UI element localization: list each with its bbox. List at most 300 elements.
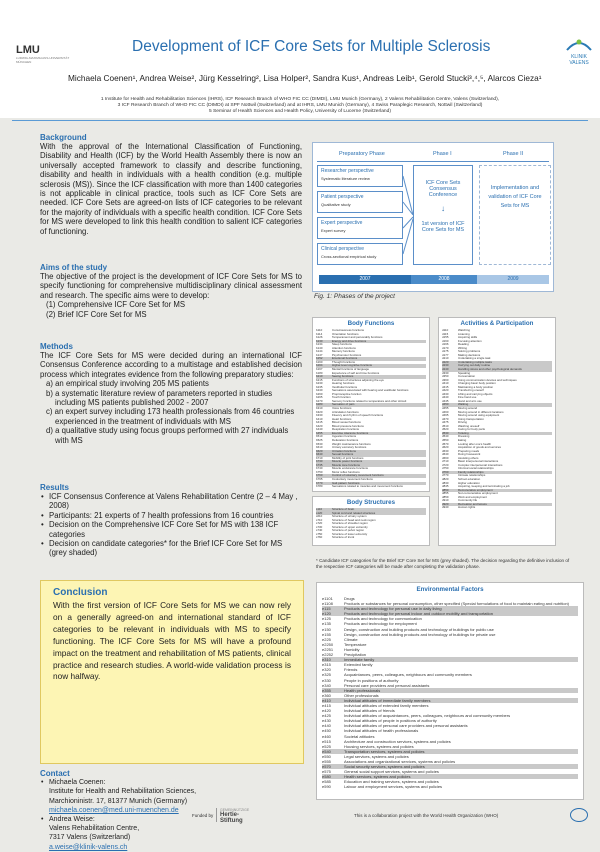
icf-category: Listening (458, 331, 470, 336)
icf-category: Changing basic body position (458, 381, 496, 386)
down-arrow-icon: ↓ (441, 204, 445, 213)
icf-code: d750 (442, 466, 449, 471)
icf-category: Sexual functions (332, 452, 354, 457)
phase1-label: Phase I (433, 151, 452, 157)
icf-category: Vestibular functions (332, 384, 358, 389)
background-heading: Background (40, 133, 87, 142)
list-item: (1) Comprehensive ICF Core Set for MS (46, 300, 186, 310)
icf-code: e135 (322, 621, 331, 627)
icf-category: Temperament and personality functions (332, 335, 383, 340)
icf-category: Informal social relationships (458, 466, 494, 471)
icf-code: b410 (316, 416, 323, 421)
icf-code: e155 (322, 631, 331, 637)
icf-code: d570 (442, 441, 449, 446)
icf-code: b180 (316, 370, 323, 375)
icf-code: b147 (316, 352, 323, 357)
email-link[interactable]: a.weise@klinik-valens.ch (49, 843, 128, 851)
poster-title: Development of ICF Core Sets for Multiple Sclerosis (132, 38, 491, 55)
year-2008: 2008 (411, 275, 477, 284)
icf-category: Driving (458, 420, 467, 425)
icf-category: Other professionals (344, 692, 379, 698)
methods-heading: Methods (40, 342, 73, 351)
icf-category: Looking after one's health (458, 441, 492, 446)
icf-code: b730 (316, 459, 323, 464)
icf-category: Structure of lower extremity (332, 531, 368, 536)
icf-code: d360 (442, 377, 449, 382)
icf-code: e310 (322, 657, 331, 663)
icf-code: d770 (442, 473, 449, 478)
icf-code: d220 (442, 359, 449, 364)
contact-section (40, 769, 302, 852)
icf-code: d855 (442, 491, 449, 496)
conclusion-text: With the first version of ICF Core Sets for MS we can now rely on a generally agreed-on and international standard of ICF categories to be relevant in individuals with MS to specify functioning. The ICF Core Sets for MS will have a profound impact on the treatment and rehabilitation of MS patients, clinical practice and research studies. A world-wide validation process is now halfway. (53, 600, 291, 682)
icf-category: Design, construction and building products and technology of buildings for public use (344, 626, 494, 632)
icf-category: Voice functions (332, 406, 352, 411)
icf-code: e2252 (322, 652, 334, 658)
icf-code: s760 (316, 535, 323, 540)
icf-code: b750 (316, 469, 323, 474)
icf-category: Moving around using equipment (458, 413, 500, 418)
icf-code: d177 (442, 352, 449, 357)
icf-code: d550 (442, 437, 449, 442)
list-item: • ICF Consensus Conference at Valens Rehabilitation Centre (2 – 4 May , 2008) (40, 492, 302, 511)
icf-code: s740 (316, 528, 323, 533)
icf-category: Touch function (332, 395, 351, 400)
icf-code: e570 (322, 764, 331, 770)
icf-category: Drugs (344, 596, 355, 601)
icf-code: d660 (442, 455, 449, 460)
icf-code: b144 (316, 349, 323, 354)
phase-divider (317, 161, 549, 162)
table-row (316, 536, 426, 540)
icf-category: Dressing (458, 434, 470, 439)
icf-code: d170 (442, 345, 449, 350)
icf-category: Individual attitudes of health professionals (344, 728, 419, 734)
icf-category: Individual attitudes of extended family members (344, 702, 429, 708)
list-item: b) a systematic literature review of parameters reported in studies including MS patients published 2002 - 2007 (46, 388, 273, 408)
icf-category: Toileting (458, 430, 469, 435)
study-box: Researcher perspective Systematic literature review (317, 165, 403, 187)
icf-category: Basic interpersonal interactions (458, 459, 499, 464)
icf-category: Spinal cord and related structures (332, 510, 376, 515)
icf-code: d115 (442, 331, 449, 336)
aims-text: The objective of the project is the development of ICF Core Sets for MS to specify functioning for comprehensive multidisciplinary clinical assessment and research. The specific aims were to develop: (40, 272, 302, 300)
icf-code: b260 (316, 391, 323, 396)
icf-code: d430 (442, 391, 449, 396)
icf-category: Individual attitudes of people in positions of authority (344, 718, 437, 724)
implementation-label: Implementation and validation of ICF Core Sets for MS (488, 185, 542, 209)
icf-category: Defecation functions (332, 437, 359, 442)
icf-category: Intimate relationships (458, 473, 486, 478)
icf-code: b167 (316, 367, 323, 372)
study-box: Clinical perspective Cross-sectional empirical study (317, 243, 403, 265)
icf-category: Moving around in different locations (458, 409, 504, 414)
icf-category: Recreation and leisure (458, 501, 487, 506)
icf-category: Ingestion functions (332, 434, 357, 439)
icf-code: b280 (316, 402, 323, 407)
icf-category: Precipitation (344, 652, 367, 658)
funded-by-label: Funded by (192, 813, 214, 818)
icf-code: d415 (442, 384, 449, 389)
icf-code: b310 (316, 406, 323, 411)
icf-category: Humidity (344, 646, 360, 652)
icf-category: Social security services, systems and policies (344, 764, 425, 770)
icf-category: Muscle power functions (332, 459, 363, 464)
results-section (40, 483, 302, 558)
klinik-valens-icon (565, 36, 593, 52)
icf-code: s750 (316, 531, 323, 536)
icf-category: Muscle endurance functions (332, 466, 368, 471)
icf-code: e550 (322, 753, 331, 759)
icf-category: Weight maintenance functions (332, 441, 371, 446)
icf-code: d440 (442, 395, 449, 400)
icf-category: Blood vessel functions (332, 420, 361, 425)
icf-code: d240 (442, 367, 449, 372)
icf-category: Assisting others (458, 455, 479, 460)
icf-category: Housing services, systems and policies (344, 743, 414, 749)
icf-category: Climate (344, 636, 358, 642)
icf-code: e355 (322, 687, 331, 693)
icf-category: Control of voluntary movement functions (332, 473, 384, 478)
affiliations: 1 Institute for Health and Rehabilitation Sciences (IHRS), ICF Research Branch of WHO FIC CC (DIMDI), LMU Munich (Germany), 2 Valens Rehabilitation Centre, Valens (Switzerland), 3 ICF Research Branch of WHO FIC CC (DIMDI) at SPF Nottwil (Switzerland) and at IHRS, LMU Munich (Germany), 4 Swiss Paraplegic Research, Nottwil (Switzerland) 5 Seminar of Health Sciences and Health Policy, University of Lucerne (Switzerland) (100, 97, 500, 115)
activities-table (438, 317, 556, 546)
icf-code: d820 (442, 476, 449, 481)
icf-category: Focusing attention (458, 338, 482, 343)
icf-category: Respiration functions (332, 427, 359, 432)
icf-category: Blood pressure functions (332, 423, 364, 428)
icf-code: b210 (316, 374, 323, 379)
icf-category: Caring for body parts (458, 427, 485, 432)
icf-code: b530 (316, 441, 323, 446)
icf-category: Handling stress and other psychological demands (458, 367, 522, 372)
icf-category: Structure of trunk (332, 535, 355, 540)
icf-category: Gait pattern functions (332, 480, 360, 485)
icf-category: Sensory functions related to temperature and other stimuli (332, 398, 407, 403)
icf-code: d350 (442, 374, 449, 379)
icf-category: Products and technology for employment (344, 621, 417, 627)
icf-category: Mental functions of language (332, 367, 369, 372)
body-functions-heading: Body Functions (347, 320, 395, 327)
icf-category: Urination functions (332, 448, 356, 453)
conclusion-heading: Conclusion (53, 587, 108, 598)
icf-category: Exercise tolerance functions (332, 430, 369, 435)
icf-category: Thought functions (332, 359, 355, 364)
icf-category: Structure of head and neck region (332, 517, 376, 522)
icf-code: e325 (322, 672, 331, 678)
icf-code: e2250 (322, 641, 334, 647)
icf-code: s710 (316, 517, 323, 522)
icf-category: Acquaintances, peers, colleagues, neighbours and community members (344, 672, 472, 678)
icf-code: d330 (442, 370, 449, 375)
phases-figure (312, 142, 554, 292)
icf-category: Associations and organizational services, systems and policies (344, 759, 456, 764)
conclusion-box (40, 580, 304, 764)
icf-category: Products or substances for personal consumption, other specified (Special formulations of food to maintain eating and nutrition) (344, 601, 570, 607)
icf-category: Transferring oneself (458, 388, 484, 393)
icf-code: e555 (322, 759, 331, 764)
icf-category: Work and employment (458, 494, 487, 499)
icf-code: e525 (322, 743, 331, 749)
icf-code: e360 (322, 692, 331, 698)
list-item: (2) Brief ICF Core Set for MS (46, 309, 147, 319)
icf-code: e460 (322, 733, 331, 739)
icf-category: Labour and employment services, systems and policies (344, 784, 443, 790)
icf-category: Solving problems (458, 349, 481, 354)
icf-category: Heart functions (332, 416, 352, 421)
icf-code: e540 (322, 748, 331, 754)
icf-category: Undertaking a single task (458, 356, 491, 361)
hertie-logo: GEMEINNÜTZIGE Hertie-Stiftung (216, 808, 260, 822)
icf-code: s110 (316, 507, 323, 511)
icf-category: Design, construction and building products and technology of buildings for private use (344, 631, 496, 637)
icf-code: d640 (442, 452, 449, 457)
icf-code: d470 (442, 416, 449, 421)
icf-code: e585 (322, 779, 331, 785)
icf-code: b130 (316, 338, 323, 343)
icf-code: e440 (322, 723, 331, 729)
icf-category: Individual attitudes of acquaintances, peers, colleagues, neighbours and community members (344, 713, 511, 719)
contact-item: • Michaela Coenen: Institute for Health and Rehabilitation Sciences, Marchioninistr. 17, 81377 Munich (Germany) michaela.coenen@med.uni-muenchen.de (40, 778, 302, 815)
icf-code: d166 (442, 342, 449, 347)
collaboration-note: This is a collaboration project with the World Health Organization (WHO) (354, 813, 499, 818)
icf-category: Family relationships (458, 469, 484, 474)
phase1-box (413, 165, 473, 265)
icf-code: d455 (442, 406, 449, 411)
icf-category: Sensations associated with hearing and vestibular functions (332, 388, 409, 393)
icf-code: b640 (316, 452, 323, 457)
icf-code: s610 (316, 514, 323, 519)
icf-code: d155 (442, 335, 449, 340)
body-functions-table (312, 317, 430, 492)
methods-text: The ICF Core Sets for MS were decided during an international ICF Consensus Conference according to a multistage and established decision process which integrates evidence from the following preparatory studies: (40, 351, 302, 379)
icf-category: Carrying out daily routine (458, 363, 491, 368)
icf-code: e410 (322, 697, 331, 703)
icf-category: Washing oneself (458, 423, 480, 428)
icf-code: b110 (316, 328, 323, 332)
footnote: * Candidate ICF categories for the Brief ICF Core Set for MS (grey shaded). The decision regarding the definitive inclusion of the respective ICF categories will be made after completing the validation phase. (316, 558, 570, 569)
body-structures-heading: Body Structures (346, 499, 396, 506)
environmental-factors-heading: Environmental Factors (416, 586, 484, 593)
list-item: d) a qualitative study using focus groups performed with 27 individuals with MS (46, 426, 289, 445)
study-box: Patient perspective Qualitative study (317, 191, 403, 213)
icf-code: b320 (316, 409, 323, 414)
icf-category: Orientation functions (332, 331, 359, 336)
icf-category: Hearing functions (332, 381, 355, 386)
icf-category: Immediate family (344, 657, 375, 663)
icf-category: Attention functions (332, 345, 356, 350)
icf-code: e515 (322, 738, 331, 744)
methods-list (40, 379, 302, 445)
list-item: • Decision on candidate categories* for the Brief ICF Core Set for MS (grey shaded) (40, 539, 302, 558)
icf-code: e150 (322, 626, 331, 632)
icf-code: e450 (322, 728, 331, 734)
methods-section (40, 342, 302, 445)
icf-code: e430 (322, 718, 331, 724)
icf-category: Education and training services, systems and policies (344, 779, 439, 785)
icf-code: d465 (442, 413, 449, 418)
activities-heading: Activities & Participation (460, 320, 534, 327)
icf-category: Lifting and carrying objects (458, 391, 493, 396)
icf-code: e115 (322, 606, 331, 612)
icf-category: Individual attitudes of friends (344, 708, 395, 714)
icf-code: d160 (442, 338, 449, 343)
icf-code: d510 (442, 423, 449, 428)
icf-category: Sensation of pain (332, 402, 355, 407)
background-text: With the approval of the International Classification of Functioning, Disability and Health (ICF) by the World Health Assembly there is now an universally accepted framework to classify and describe functioning, disability and health in individuals with a health condition (e.g. multiple sclerosis (MS)). Since the ICF classification with more than 1400 categories is not applicable in clinical practice, tools such as ICF Core Sets are needed. ICF Core Sets are agreed-on lists of ICF categories to be relevant for the majority of individuals with a specific health condition. ICF Core Sets for MS were developed to link this health condition to salient ICF categories of functioning. (40, 142, 302, 236)
icf-category: People in positions of authority (344, 677, 399, 683)
icf-code: s120 (316, 510, 323, 515)
icf-category: Sleep functions (332, 342, 352, 347)
aims-list (40, 300, 302, 319)
icf-code: b140 (316, 345, 323, 350)
results-heading: Results (40, 483, 69, 492)
icf-category: Reading (458, 342, 469, 347)
icf-code: d110 (442, 328, 449, 332)
figure-caption: Fig. 1: Phases of the project (314, 293, 395, 300)
icf-code: b415 (316, 420, 323, 425)
conference-label: ICF Core Sets Consensus Conference (425, 180, 461, 198)
icf-code: e415 (322, 702, 331, 708)
icf-category: Preparing meals (458, 448, 480, 453)
icf-code: e320 (322, 667, 331, 673)
icf-category: Undertaking multiple tasks (458, 359, 492, 364)
contact-list (40, 778, 302, 852)
icf-category: Making decisions (458, 352, 481, 357)
icf-code: b440 (316, 427, 323, 432)
icf-category: Muscle tone functions (332, 462, 360, 467)
results-list (40, 492, 302, 558)
first-version-label: 1st version of ICF Core Sets for MS (421, 221, 465, 233)
preparatory-phase-label: Preparatory Phase (339, 151, 385, 157)
who-logo-icon (570, 808, 588, 822)
icf-category: Doing housework (458, 452, 481, 457)
activities-rows (442, 329, 552, 510)
icf-category: Experience of self and time functions (332, 370, 380, 375)
icf-code: b710 (316, 455, 323, 460)
icf-category: Hand and arm use (458, 398, 482, 403)
icf-category: Structure of upper extremity (332, 524, 368, 529)
icf-category: Products and technology for personal indoor and outdoor mobility and transportation (344, 611, 493, 617)
icf-category: Emotional functions (332, 356, 358, 361)
icf-category: Fluency and rhythm of speech functions (332, 413, 384, 418)
icf-category: Memory functions (332, 349, 355, 354)
icf-code: e330 (322, 677, 331, 683)
icf-category: Moving around (458, 406, 478, 411)
icf-category: Legal services, systems and policies (344, 753, 409, 759)
icf-code: d520 (442, 427, 449, 432)
icf-category: Structure of pelvic region (332, 528, 364, 533)
phase2-box (479, 165, 551, 265)
icf-category: Psychomotor functions (332, 352, 362, 357)
icf-code: b455 (316, 430, 323, 435)
icf-code: b620 (316, 448, 323, 453)
icf-category: Functions of structures adjoining the eye (332, 377, 384, 382)
icf-category: Societal attitudes (344, 733, 375, 739)
icf-code: d530 (442, 430, 449, 435)
icf-category: Motor reflex functions (332, 469, 360, 474)
icf-code: d830 (442, 480, 449, 485)
icf-code: d410 (442, 381, 449, 386)
icf-code: d210 (442, 356, 449, 361)
icf-code: b126 (316, 335, 323, 340)
icf-code: e2251 (322, 646, 334, 652)
icf-category: Higher-level cognitive functions (332, 363, 373, 368)
lmu-logo: LMU LUDWIG-MAXIMILIANS-UNIVERSITÄT MÜNCHEN (16, 44, 70, 64)
icf-category: Mobility of joint functions (332, 455, 364, 460)
icf-code: b330 (316, 413, 323, 418)
icf-code: d450 (442, 402, 449, 407)
icf-code: b152 (316, 356, 323, 361)
icf-code: e590 (322, 784, 331, 790)
icf-category: Structure of brain (332, 507, 355, 511)
icf-category: Temperature (344, 641, 367, 647)
icf-code: b240 (316, 388, 323, 393)
icf-code: d630 (442, 448, 449, 453)
klinik-valens-logo: KLINIK VALENS (562, 36, 596, 66)
icf-code: d445 (442, 398, 449, 403)
icf-category: Products and technology for personal use in daily living (344, 606, 442, 612)
year-2009: 2009 (477, 275, 549, 284)
icf-category: Maintaining a body position (458, 384, 494, 389)
icf-category: Articulation functions (332, 409, 359, 414)
icf-code: b215 (316, 377, 323, 382)
icf-code: d940 (442, 505, 449, 510)
icf-category: Higher education (458, 480, 480, 485)
icf-code: d540 (442, 434, 449, 439)
icf-code: b770 (316, 480, 323, 485)
icf-code: e125 (322, 616, 331, 622)
icf-category: Consciousness functions (332, 328, 364, 332)
icf-category: Using communication devices and techniques (458, 377, 517, 382)
icf-code: d720 (442, 462, 449, 467)
icf-code: b230 (316, 381, 323, 386)
icf-category: Walking (458, 402, 469, 407)
icf-category: Seeing functions (332, 374, 354, 379)
icf-category: Speaking (458, 370, 471, 375)
icf-category: Personal care providers and personal assistants (344, 682, 430, 688)
aims-heading: Aims of the study (40, 263, 108, 272)
icf-code: b740 (316, 466, 323, 471)
icf-category: Health services, systems and policies (344, 774, 411, 780)
icf-code: b134 (316, 342, 323, 347)
icf-code: b160 (316, 359, 323, 364)
email-link[interactable]: michaela.coenen@med.uni-muenchen.de (49, 806, 179, 814)
timeline (319, 275, 549, 284)
icf-code: b114 (316, 331, 323, 336)
icf-category: Eating (458, 437, 467, 442)
icf-category: Complex interpersonal interactions (458, 462, 503, 467)
icf-code: b760 (316, 473, 323, 478)
icf-category: Individual attitudes of personal care providers and personal assistants (344, 723, 468, 729)
icf-category: Health professionals (344, 687, 381, 693)
icf-code: e340 (322, 682, 331, 688)
icf-code: e1108 (322, 601, 333, 607)
icf-code: b235 (316, 384, 323, 389)
icf-code: d850 (442, 487, 449, 492)
icf-category: Involuntary movement functions (332, 476, 373, 481)
body-functions-rows (316, 329, 426, 489)
icf-category: Extended family (344, 662, 373, 668)
contact-heading: Contact (40, 769, 70, 778)
icf-code: b265 (316, 395, 323, 400)
icf-category: Structure of urinary system (332, 514, 367, 519)
icf-category: Remunerative employment (458, 487, 493, 492)
body-structures-table (312, 496, 430, 546)
table-row (316, 485, 426, 489)
icf-category: Architecture and construction services, systems and policies (344, 738, 451, 744)
icf-code: e225 (322, 636, 331, 642)
body-structures-rows (316, 508, 426, 540)
